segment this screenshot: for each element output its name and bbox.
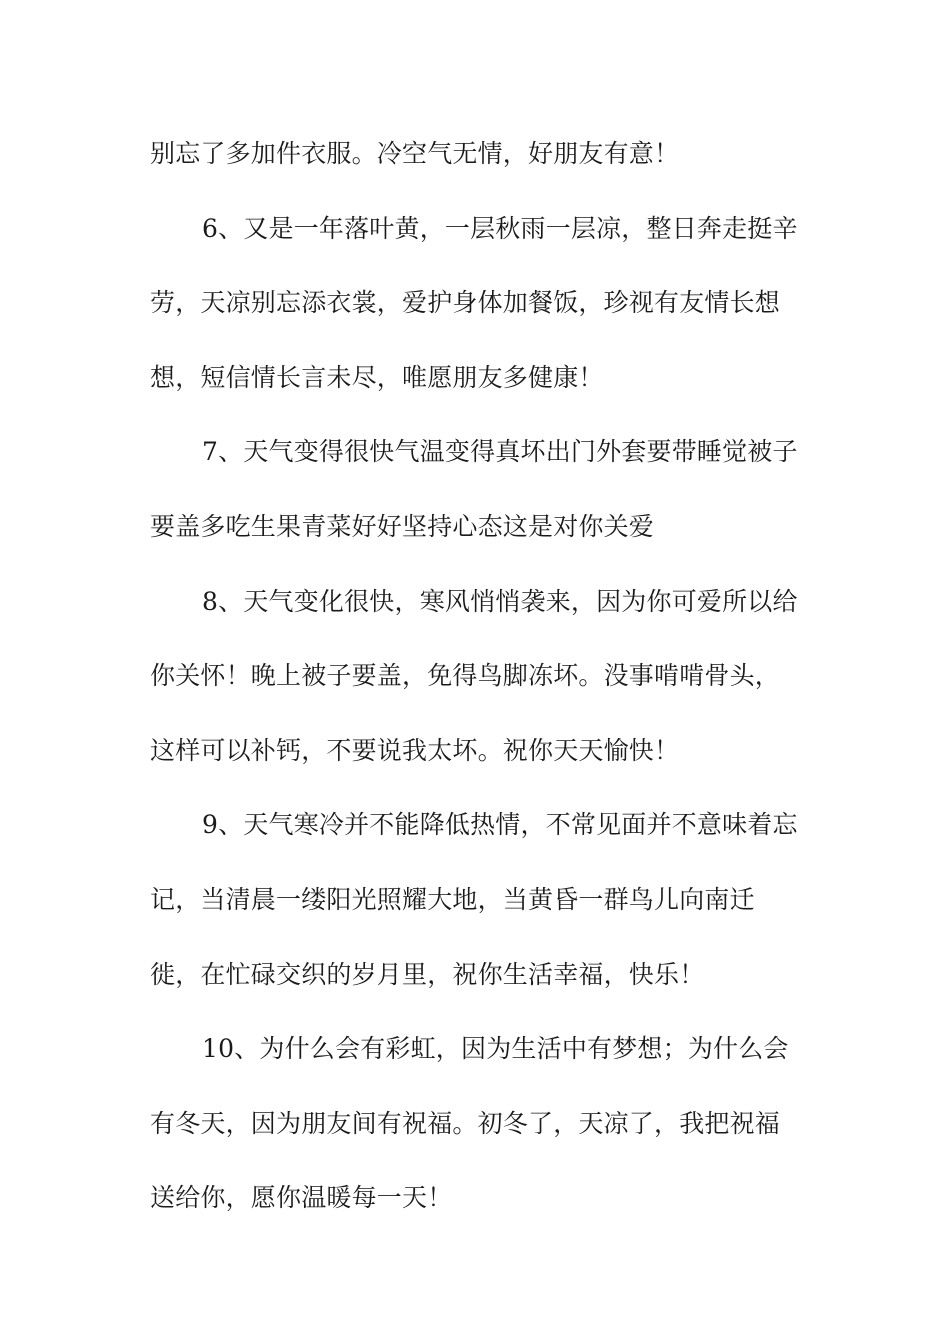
text-line: 想，短信情长言未尽，唯愿朋友多健康！ <box>150 362 604 392</box>
paragraph-6-line: 6、又是一年落叶黄，一层秋雨一层凉，整日奔走挺辛 <box>202 213 798 243</box>
text-line: 有冬天，因为朋友间有祝福。初冬了，天凉了，我把祝福 <box>150 1108 781 1138</box>
text-line: 徙，在忙碌交织的岁月里，祝你生活幸福，快乐！ <box>150 959 705 989</box>
text-line: 劳，天凉别忘添衣裳，爱护身体加餐饭，珍视有友情长想 <box>150 288 781 318</box>
text-line: 别忘了多加件衣服。冷空气无情，好朋友有意！ <box>150 139 680 168</box>
text-line: 要盖多吃生果青菜好好坚持心态这是对你关爱 <box>150 511 655 541</box>
text-line: 送给你，愿你温暖每一天！ <box>150 1183 453 1213</box>
text-line: 你关怀！晚上被子要盖，免得鸟脚冻坏。没事啃啃骨头， <box>150 661 781 691</box>
text-line: 记，当清晨一缕阳光照耀大地，当黄昏一群鸟儿向南迁 <box>150 884 755 914</box>
paragraph-7-line: 7、天气变得很快气温变得真坏出门外套要带睡觉被子 <box>202 437 798 467</box>
document-body <box>150 117 810 1236</box>
paragraph-10-line: 10、为什么会有彩虹，因为生活中有梦想；为什么会 <box>202 1034 789 1064</box>
paragraph-8-line: 8、天气变化很快，寒风悄悄袭来，因为你可爱所以给 <box>202 586 798 616</box>
paragraph-9-line: 9、天气寒冷并不能降低热情，不常见面并不意味着忘 <box>202 810 798 840</box>
text-line: 这样可以补钙，不要说我太坏。祝你天天愉快！ <box>150 735 680 765</box>
